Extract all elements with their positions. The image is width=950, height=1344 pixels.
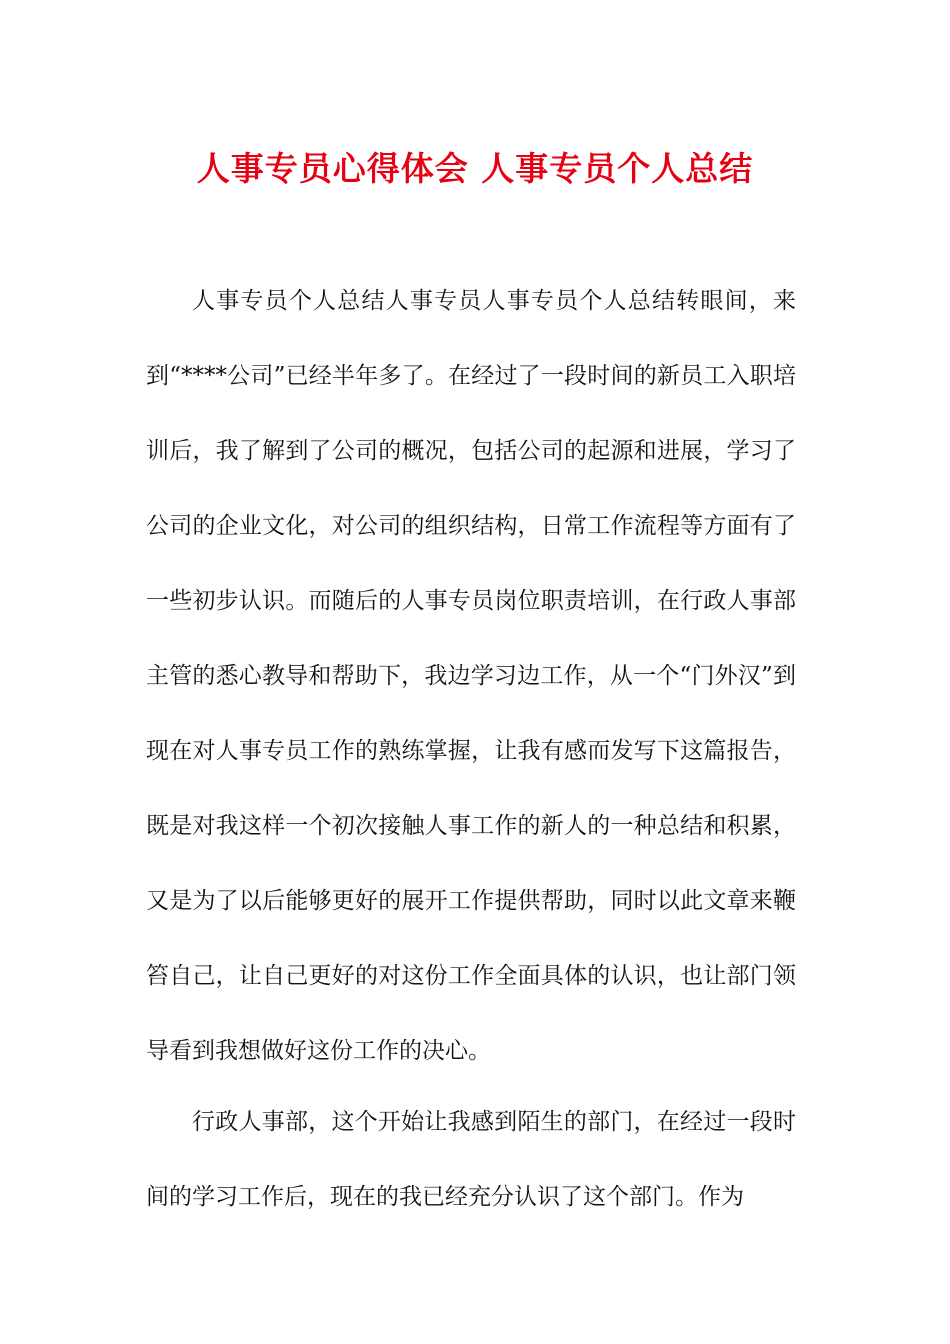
paragraph-2-container <box>146 1085 796 1235</box>
paragraph-2: 行政人事部，这个开始让我感到陌生的部门，在经过一段时间的学习工作后，现在的我已经充分认识了这个部门。作为 <box>146 1109 796 1210</box>
paragraph-1-container <box>146 264 796 1089</box>
document-title: 人事专员心得体会 人事专员个人总结 <box>196 149 754 188</box>
paragraph-1: 人事专员个人总结人事专员人事专员个人总结转眼间，来到“****公司”已经半年多了。在经过了一段时间的新员工入职培训后，我了解到了公司的概况，包括公司的起源和进展，学习了公司的企业文化，对公司的组织结构，日常工作流程等方面有了一些初步认识。而随后的人事专员岗位职责培训，在行政人事部主管的悉心教导和帮助下，我边学习边工作，从一个“门外汉”到现在对人事专员工作的熟练掌握，让我有感而发写下这篇报告，既是对我这样一个初次接触人事工作的新人的一种总结和积累，又是为了以后能够更好的展开工作提供帮助，同时以此文章来鞭笞自己，让自己更好的对这份工作全面具体的认识，也让部门领导看到我想做好这份工作的决心。 <box>146 288 796 1064</box>
